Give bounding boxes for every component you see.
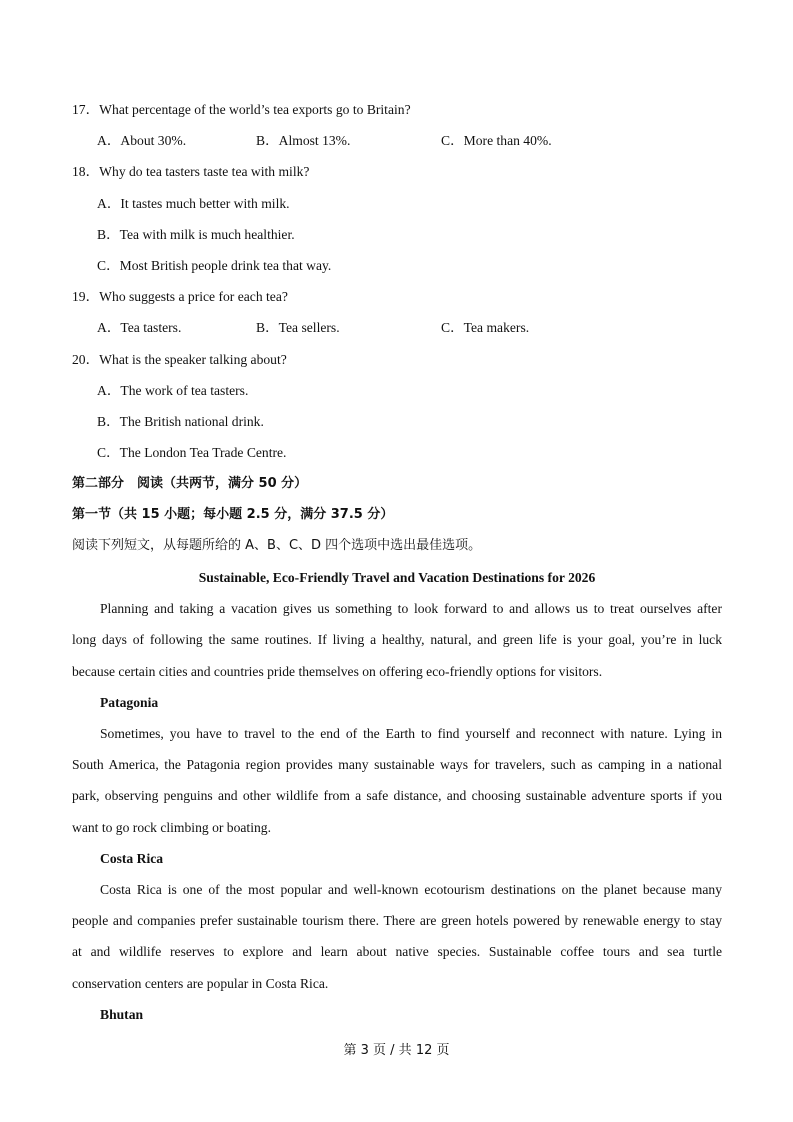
paragraph-line: park, observing penguins and other wildlife from a safe distance, and choosing sustainable adventure sports if you <box>72 788 722 803</box>
page-footer: 第 3 页 / 共 12 页 <box>343 1043 450 1058</box>
question-text: 19．Who suggests a price for each tea? <box>72 289 288 304</box>
question-text: 17．What percentage of the world’s tea exports go to Britain? <box>72 102 411 117</box>
paragraph-line: South America, the Patagonia region provides many sustainable ways for travelers, such as camping in a national <box>72 757 722 772</box>
subheading-patagonia: Patagonia <box>100 695 159 710</box>
option-a: A．The work of tea tasters. <box>97 383 249 398</box>
option-b: B．The British national drink. <box>97 414 264 429</box>
paragraph-line: people and companies prefer sustainable tourism there. There are green hotels powered by renewable energy to stay <box>72 913 722 928</box>
option-a: A．Tea tasters. <box>97 320 182 335</box>
question-text: 18．Why do tea tasters taste tea with milk? <box>72 164 310 179</box>
paragraph-line: conservation centers are popular in Costa Rica. <box>72 976 329 991</box>
option-b: B．Tea sellers. <box>256 320 340 335</box>
option-c: C．Most British people drink tea that way. <box>97 258 332 273</box>
option-b: B．Almost 13%. <box>256 133 351 148</box>
paragraph-line: Planning and taking a vacation gives us something to look forward to and allows us to treat ourselves after <box>100 601 722 616</box>
paragraph-line: want to go rock climbing or boating. <box>72 820 271 835</box>
paragraph-line: Sometimes, you have to travel to the end of the Earth to find yourself and reconnect with nature. Lying in <box>100 726 722 741</box>
section-heading: 第一节（共 15 小题；每小题 2.5 分，满分 37.5 分） <box>72 507 394 522</box>
option-c: C．The London Tea Trade Centre. <box>97 445 287 460</box>
paragraph-line: Costa Rica is one of the most popular and well-known ecotourism destinations on the planet because many <box>100 882 722 897</box>
paragraph-line: because certain cities and countries pride themselves on offering eco-friendly options for visitors. <box>72 664 603 679</box>
article-title: Sustainable, Eco-Friendly Travel and Vacation Destinations for 2026 <box>198 570 596 585</box>
option-a: A．It tastes much better with milk. <box>97 196 290 211</box>
part-heading: 第二部分 阅读（共两节，满分 50 分） <box>72 476 308 491</box>
subheading-bhutan: Bhutan <box>100 1007 144 1022</box>
subheading-costa-rica: Costa Rica <box>100 851 164 866</box>
question-text: 20．What is the speaker talking about? <box>72 352 287 367</box>
option-b: B．Tea with milk is much healthier. <box>97 227 295 242</box>
option-a: A．About 30%. <box>97 133 187 148</box>
option-c: C．Tea makers. <box>441 320 530 335</box>
option-c: C．More than 40%. <box>441 133 552 148</box>
paragraph-line: long days of following the same routines. If living a healthy, natural, and green life is your goal, you’re in luck <box>72 632 722 647</box>
paragraph-line: at and wildlife reserves to explore and learn about native species. Sustainable coffee tours and sea turtle <box>72 944 722 959</box>
instruction: 阅读下列短文，从每题所给的 A、B、C、D 四个选项中选出最佳选项。 <box>72 538 482 553</box>
